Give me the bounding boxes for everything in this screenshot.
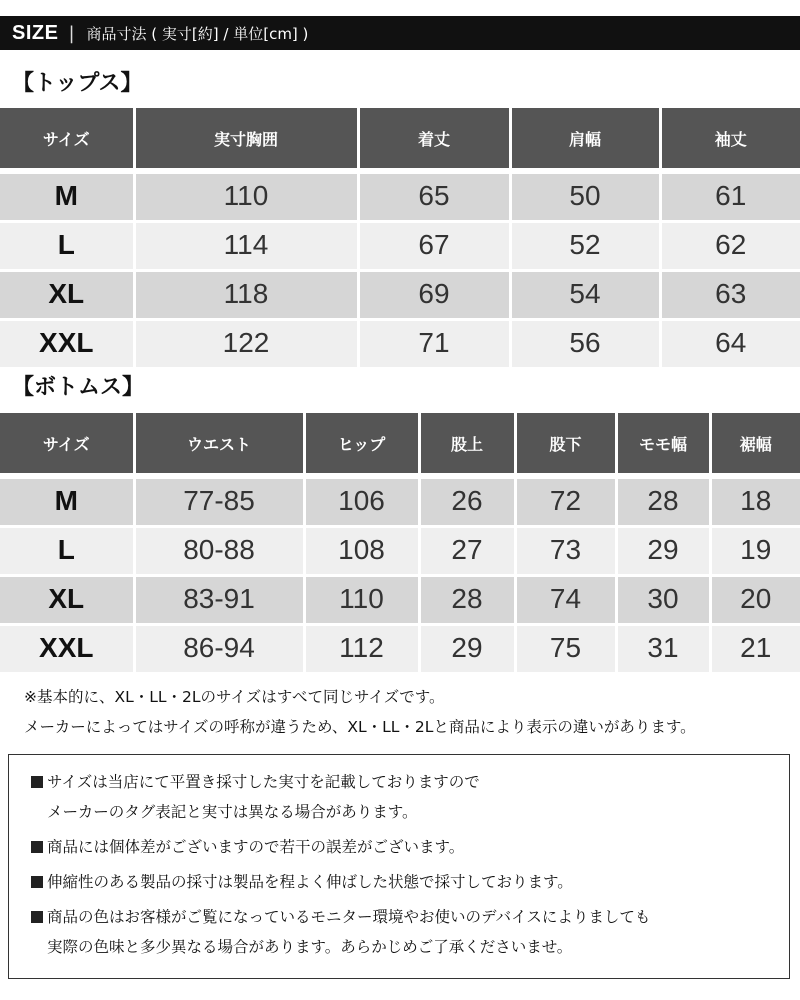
table-cell: 69 xyxy=(358,271,510,320)
info-item xyxy=(9,832,789,862)
table-cell: 20 xyxy=(710,576,800,625)
size-label-cell: XXL xyxy=(0,625,134,673)
size-label-cell: L xyxy=(0,527,134,576)
table-cell: 83-91 xyxy=(134,576,304,625)
table-cell: 86-94 xyxy=(134,625,304,673)
table-cell: 19 xyxy=(710,527,800,576)
column-header: ウエスト xyxy=(134,413,304,476)
table-row xyxy=(0,476,800,527)
table-row xyxy=(0,625,800,673)
table-row xyxy=(0,222,800,271)
info-text: 商品には個体差がございますので若干の誤差がございます。 xyxy=(47,838,465,856)
table-cell: 27 xyxy=(419,527,515,576)
size-label-cell: XXL xyxy=(0,320,134,368)
info-item xyxy=(9,867,789,897)
table-cell: 52 xyxy=(510,222,660,271)
table-cell: 18 xyxy=(710,476,800,527)
column-header: 袖丈 xyxy=(660,108,800,171)
table-cell: 63 xyxy=(660,271,800,320)
info-text: メーカーのタグ表記と実寸は異なる場合があります。 xyxy=(47,803,418,821)
size-label-cell: XL xyxy=(0,271,134,320)
table-cell: 26 xyxy=(419,476,515,527)
tops-title: 【トップス】 xyxy=(12,71,143,96)
info-text: サイズは当店にて平置き採寸した実寸を記載しておりますので xyxy=(47,773,480,791)
table-cell: 108 xyxy=(304,527,419,576)
column-header: 股上 xyxy=(419,413,515,476)
table-cell: 21 xyxy=(710,625,800,673)
square-bullet-icon xyxy=(31,841,43,853)
info-box xyxy=(8,754,790,979)
square-bullet-icon xyxy=(31,876,43,888)
table-row xyxy=(0,271,800,320)
size-label-cell: M xyxy=(0,476,134,527)
header-description: 商品寸法 ( 実寸[約] / 単位[cm] ) xyxy=(86,24,309,43)
table-cell: 30 xyxy=(616,576,710,625)
size-label: SIZE xyxy=(12,21,59,44)
table-cell: 118 xyxy=(134,271,358,320)
table-cell: 31 xyxy=(616,625,710,673)
size-header-bar xyxy=(0,16,800,50)
table-row xyxy=(0,527,800,576)
size-label-cell: XL xyxy=(0,576,134,625)
table-cell: 77-85 xyxy=(134,476,304,527)
table-cell: 114 xyxy=(134,222,358,271)
column-header: モモ幅 xyxy=(616,413,710,476)
table-row xyxy=(0,576,800,625)
table-cell: 50 xyxy=(510,171,660,222)
column-header: 着丈 xyxy=(358,108,510,171)
table-row xyxy=(0,320,800,368)
note-line: ※基本的に、XL・LL・2Lのサイズはすべて同じサイズです。 xyxy=(24,688,445,706)
note-line: メーカーによってはサイズの呼称が違うため、XL・LL・2Lと商品により表示の違いがあります。 xyxy=(24,718,696,736)
column-header: サイズ xyxy=(0,108,134,171)
size-label-cell: M xyxy=(0,171,134,222)
info-text: 伸縮性のある製品の採寸は製品を程よく伸ばした状態で採寸しております。 xyxy=(47,873,573,891)
bottoms-size-table xyxy=(0,413,800,672)
table-cell: 106 xyxy=(304,476,419,527)
table-cell: 72 xyxy=(515,476,616,527)
tops-header-row xyxy=(0,108,800,171)
square-bullet-icon xyxy=(31,776,43,788)
size-label-cell: L xyxy=(0,222,134,271)
table-row xyxy=(0,171,800,222)
table-cell: 56 xyxy=(510,320,660,368)
table-cell: 122 xyxy=(134,320,358,368)
table-cell: 112 xyxy=(304,625,419,673)
table-cell: 28 xyxy=(419,576,515,625)
table-cell: 62 xyxy=(660,222,800,271)
column-header: 実寸胸囲 xyxy=(134,108,358,171)
info-item xyxy=(9,767,789,827)
table-cell: 65 xyxy=(358,171,510,222)
column-header: サイズ xyxy=(0,413,134,476)
table-cell: 29 xyxy=(616,527,710,576)
table-cell: 74 xyxy=(515,576,616,625)
table-cell: 110 xyxy=(134,171,358,222)
column-header: 裾幅 xyxy=(710,413,800,476)
info-text: 商品の色はお客様がご覧になっているモニター環境やお使いのデバイスによりましても xyxy=(47,908,651,926)
table-cell: 64 xyxy=(660,320,800,368)
column-header: ヒップ xyxy=(304,413,419,476)
column-header: 肩幅 xyxy=(510,108,660,171)
table-cell: 71 xyxy=(358,320,510,368)
table-cell: 67 xyxy=(358,222,510,271)
table-cell: 110 xyxy=(304,576,419,625)
bottoms-header-row xyxy=(0,413,800,476)
tops-size-table xyxy=(0,108,800,367)
table-cell: 29 xyxy=(419,625,515,673)
column-header: 股下 xyxy=(515,413,616,476)
size-notes xyxy=(24,682,696,742)
table-cell: 61 xyxy=(660,171,800,222)
info-item xyxy=(9,902,789,962)
bottoms-title: 【ボトムス】 xyxy=(12,375,145,400)
table-cell: 73 xyxy=(515,527,616,576)
info-text: 実際の色味と多少異なる場合があります。あらかじめご了承くださいませ。 xyxy=(47,938,573,956)
table-cell: 80-88 xyxy=(134,527,304,576)
square-bullet-icon xyxy=(31,911,43,923)
table-cell: 75 xyxy=(515,625,616,673)
table-cell: 28 xyxy=(616,476,710,527)
header-separator: | xyxy=(68,22,75,44)
table-cell: 54 xyxy=(510,271,660,320)
